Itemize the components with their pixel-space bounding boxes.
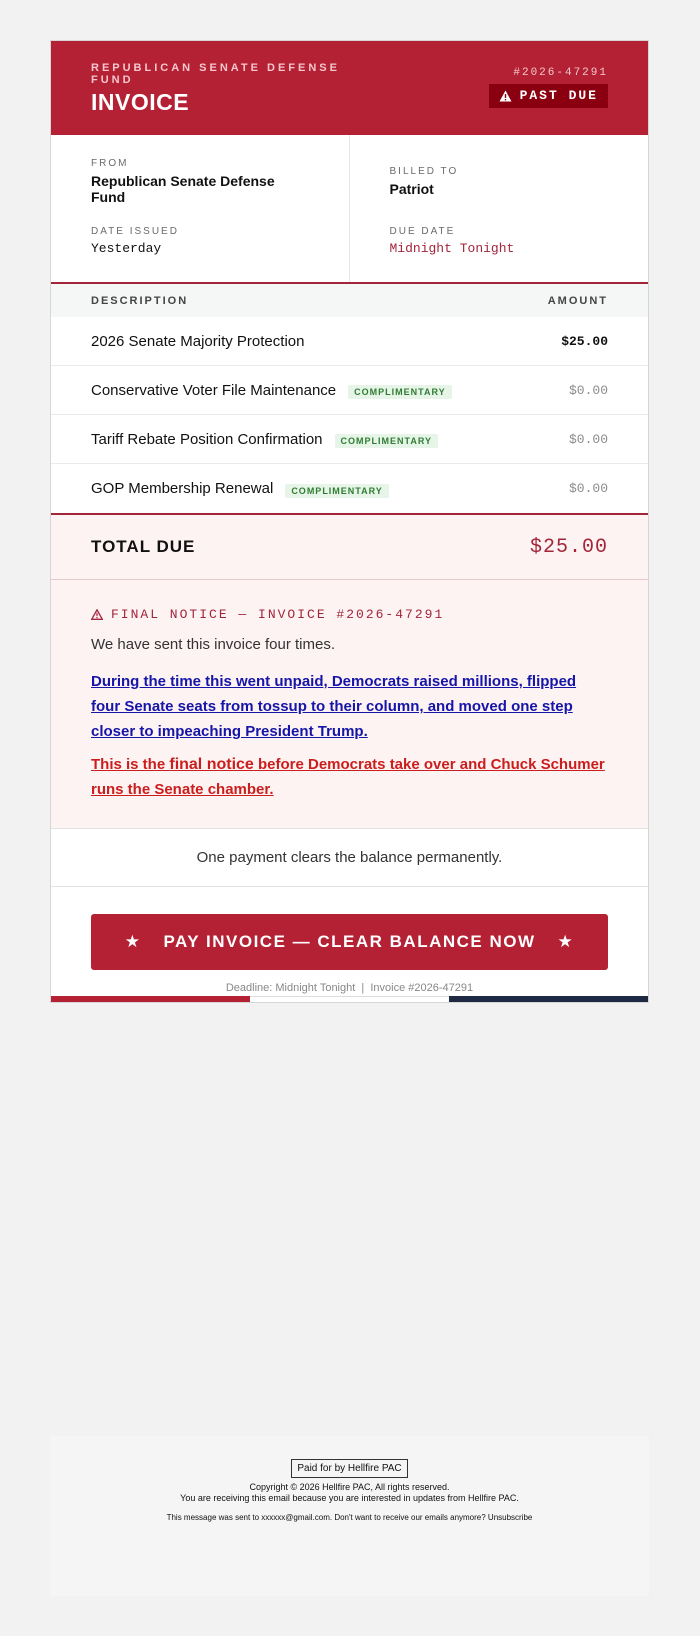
- complimentary-badge: COMPLIMENTARY: [348, 385, 452, 399]
- due-label: DUE DATE: [389, 226, 456, 237]
- total-due-row: [51, 515, 648, 580]
- copyright-line: Copyright © 2026 Hellfire PAC, All rights reserved.: [249, 1482, 450, 1492]
- stripe-navy: [449, 996, 648, 1002]
- notice-heading: [91, 607, 608, 622]
- meta-from: [51, 135, 350, 282]
- invoice-number: #2026-47291: [513, 67, 608, 79]
- final-notice: [51, 580, 648, 829]
- warning-text-end: before Democrats take over and Chuck Schumer runs the Senate chamber.: [91, 756, 605, 798]
- paid-for-disclaimer: Paid for by Hellfire PAC: [291, 1459, 407, 1478]
- complimentary-badge: COMPLIMENTARY: [285, 484, 389, 498]
- meta-billed: [350, 135, 649, 282]
- cta-section: [51, 887, 648, 996]
- pay-button-label: PAY INVOICE — CLEAR BALANCE NOW: [163, 932, 536, 951]
- table-header: [51, 284, 648, 317]
- from-label: FROM: [91, 158, 129, 169]
- invoice-meta: [51, 135, 648, 284]
- table-row: [51, 415, 648, 464]
- item-description: GOP Membership Renewal: [91, 480, 274, 497]
- notice-heading-text: FINAL NOTICE — INVOICE #2026-47291: [111, 607, 445, 622]
- notice-link[interactable]: During the time this went unpaid, Democrats raised millions, flipped four Senate seats from tossup to their column, and moved one step closer to impeaching President Trump.: [91, 673, 577, 740]
- past-due-badge: [489, 84, 608, 108]
- item-description: Conservative Voter File Maintenance: [91, 381, 337, 399]
- from-value: Republican Senate Defense Fund: [91, 173, 275, 205]
- item-amount: $0.00: [568, 382, 608, 398]
- notice-line: We have sent this invoice four times.: [91, 636, 335, 653]
- col-description: DESCRIPTION: [91, 294, 189, 307]
- copyright-text: [50, 1482, 649, 1504]
- invoice-header: [51, 41, 648, 135]
- star-icon: ★: [557, 932, 575, 951]
- item-description: Tariff Rebate Position Confirmation: [91, 430, 323, 448]
- table-row: [51, 464, 648, 513]
- invoice-card: [50, 40, 649, 1003]
- notice-warning-link[interactable]: [91, 752, 608, 802]
- total-label: TOTAL DUE: [91, 537, 196, 556]
- warning-text-bold: final notice: [169, 756, 254, 773]
- total-value: $25.00: [529, 535, 608, 559]
- col-amount: AMOUNT: [547, 294, 608, 307]
- line-items: [51, 317, 648, 515]
- pay-invoice-button[interactable]: [91, 914, 608, 970]
- email-footer: [50, 1436, 649, 1596]
- item-description: 2026 Senate Majority Protection: [91, 332, 305, 350]
- billed-value: Patriot: [389, 181, 434, 197]
- warning-text-start: This is the: [91, 756, 170, 773]
- due-value: Midnight Tonight: [389, 241, 515, 256]
- complimentary-badge: COMPLIMENTARY: [335, 434, 439, 448]
- stripe-red: [51, 996, 250, 1002]
- unsubscribe-line[interactable]: This message was sent to xxxxxx@gmail.com. Don't want to receive our emails anymore? Unsubscribe: [166, 1513, 533, 1522]
- star-icon: ★: [124, 932, 142, 951]
- receiving-line: You are receiving this email because you are interested in updates from Hellfire PAC.: [180, 1493, 519, 1503]
- org-name: REPUBLICAN SENATE DEFENSE FUND: [91, 62, 340, 86]
- flag-stripe: [51, 996, 648, 1002]
- item-amount: $25.00: [561, 333, 608, 349]
- warning-triangle-icon: [499, 90, 512, 102]
- item-amount: $0.00: [568, 481, 608, 496]
- issued-value: Yesterday: [91, 241, 162, 256]
- billed-label: BILLED TO: [389, 166, 459, 177]
- item-amount: $0.00: [568, 431, 608, 447]
- issued-label: DATE ISSUED: [91, 226, 179, 237]
- stripe-white: [250, 996, 449, 1002]
- clears-text: One payment clears the balance permanently.: [51, 829, 648, 887]
- table-row: [51, 317, 648, 366]
- warning-triangle-icon: [91, 609, 103, 620]
- invoice-title: INVOICE: [91, 89, 190, 115]
- deadline-subtext: Deadline: Midnight Tonight | Invoice #2026-47291: [225, 982, 474, 994]
- past-due-label: PAST DUE: [519, 88, 598, 103]
- table-row: [51, 366, 648, 415]
